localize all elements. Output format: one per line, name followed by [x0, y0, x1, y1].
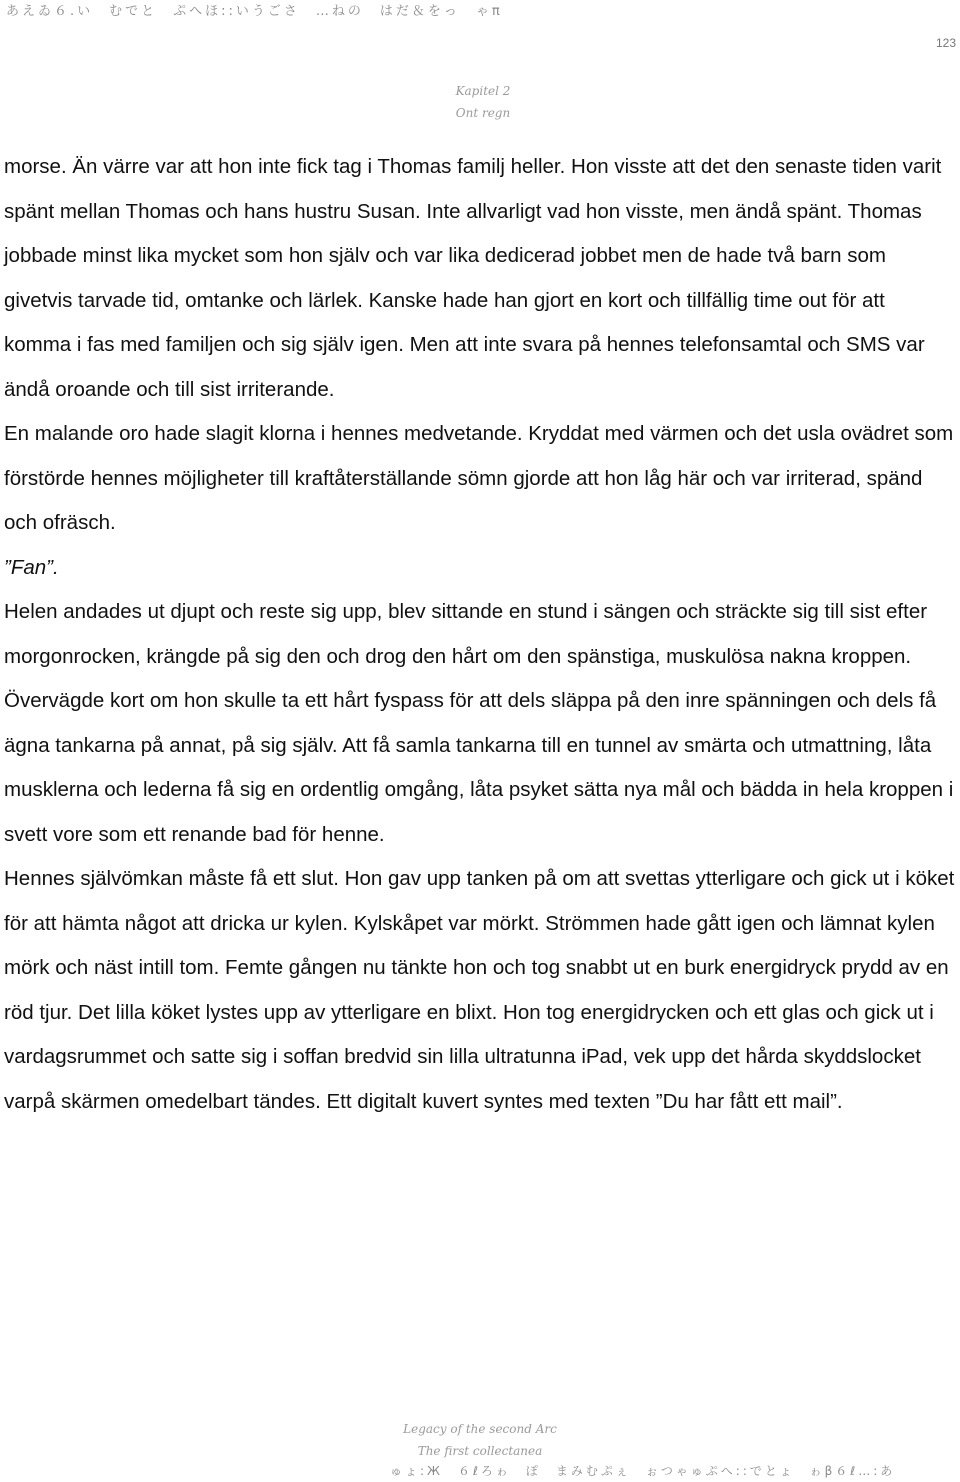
header-garbled-text: あえゐ６.い むでと ぷへほ::いうごさ …ねの はだ＆をっ ゃπ — [6, 4, 503, 19]
page-number: 123 — [935, 36, 956, 50]
chapter-heading — [0, 80, 960, 124]
paragraph: morse. Än värre var att hon inte fick tag i Thomas familj heller. Hon visste att det den senaste tiden varit spänt mellan Thomas och hans hustru Susan. Inte allvarligt vad hon visste, men ändå spänt. Thomas jobbade minst lika mycket som hon själv och var lika dedicerad jobbet men de hade två barn som givetvis tarvade tid, omtanke och lärlek. Kanske hade han gjort en kort och tillfällig time out för att komma i fas med familjen och sig själv igen. Men att inte svara på hennes telefonsamtal och SMS var ändå oroande och till sist irriterande. — [4, 155, 942, 401]
footer-garbled-text: ゅょ:Ж ６ℓろゎ ぽ まみむぷぇ ぉつゃゅぷへ::でとょ ゎβ６ℓ…:あ — [390, 1464, 896, 1478]
footer-subtitle: The first collectanea — [417, 1444, 543, 1458]
body-text — [4, 145, 956, 1124]
chapter-label: Kapitel 2 — [455, 84, 511, 98]
chapter-title: Ont regn — [455, 106, 511, 120]
paragraph: En malande oro hade slagit klorna i hennes medvetande. Kryddat med värmen och det usla ovädret som förstörde hennes möjligheter till kraftåterställande sömn gjorde att hon låg här och var irriterad, spänd och ofräsch. — [4, 422, 954, 534]
paragraph: Helen andades ut djupt och reste sig upp, blev sittande en stund i sängen och sträckte sig till sist efter morgonrocken, krängde på sig den och drog den hårt om den spänstiga, muskulösa nakna kroppen. Övervägde kort om hon skulle ta ett hårt fyspass för att dels släppa på den inre spänningen och dels få ägna tankarna på annat, på sig själv. Att få samla tankarna till en tunnel av smärta och utmattning, låta musklerna och lederna få sig en ordentlig omgång, låta psyket sätta nya mål och bädda in hela kroppen i svett vore som ett renande bad för henne. — [4, 600, 954, 846]
paragraph: Hennes självömkan måste få ett slut. Hon gav upp tanken på om att svettas ytterligare och gick ut i köket för att hämta något att dricka ur kylen. Kylskåpet var mörkt. Strömmen hade gått igen och lämnat kylen mörk och näst intill tom. Femte gången nu tänkte hon och tog snabbt ut en burk energidryck prydd av en röd tjur. Det lilla köket lystes upp av ytterligare en blixt. Hon tog energidrycken och ett glas och gick ut i vardagsrummet och satte sig i soffan bredvid sin lilla ultratunna iPad, vek upp det hårda skyddslocket varpå skärmen omedelbart tändes. Ett digitalt kuvert syntes med texten ”Du har fått ett mail”. — [4, 867, 955, 1113]
footer — [0, 1418, 960, 1462]
footer-book-title: Legacy of the second Arc — [403, 1422, 557, 1436]
paragraph: ”Fan”. — [4, 555, 59, 579]
